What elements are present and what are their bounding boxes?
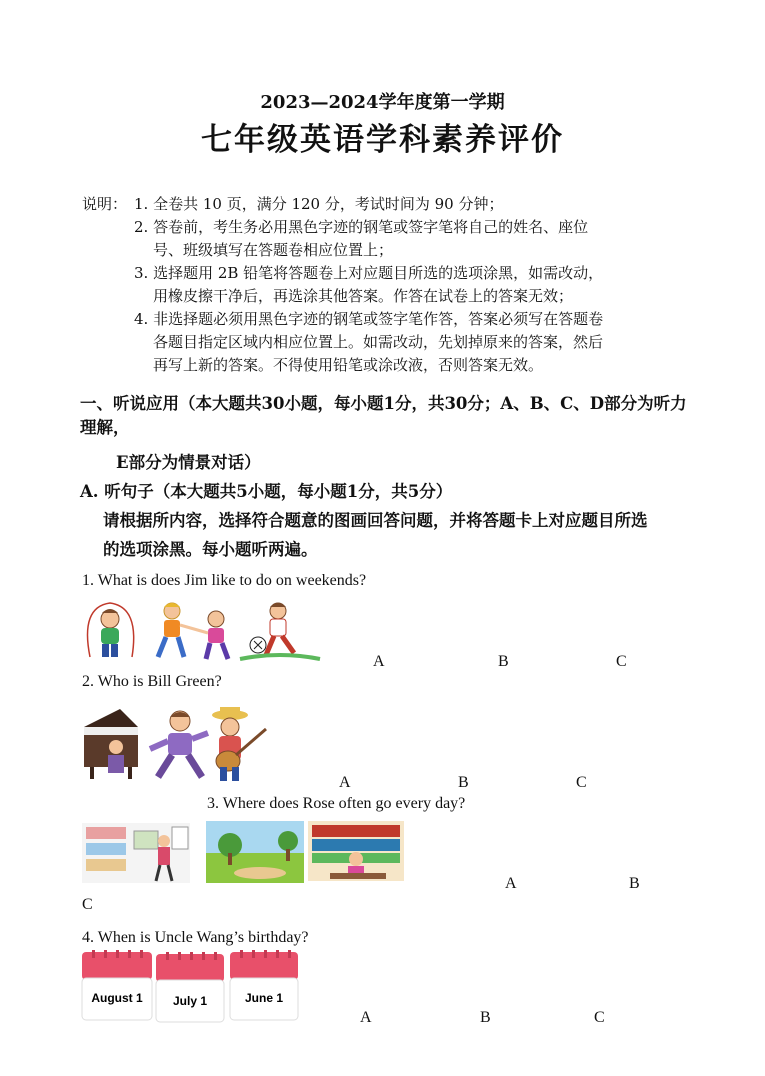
library-illustration [308, 821, 404, 881]
part-a-instruction: 的选项涂黑。每小题听两遍。 [103, 540, 318, 559]
kung-fu-man-illustration [150, 711, 208, 777]
section-heading-cont: E部分为情景对话） [116, 453, 261, 472]
exam-title: 七年级英语学科素养评价 [201, 122, 564, 158]
question-4: 4. When is Uncle Wang’s birthday? [82, 929, 309, 946]
q3-option-b[interactable]: B [629, 875, 640, 892]
instruction-line: 4. 非选择题必须用黑色字迹的钢笔或签字笔作答，答案必须写在答题卷 [134, 310, 604, 328]
question-3: 3. Where does Rose often go every day? [207, 795, 466, 812]
instruction-line: 各题目指定区域内相应位置上。如需改动，先划掉原来的答案，然后 [153, 333, 604, 351]
supermarket-illustration [82, 823, 190, 883]
q4-option-c[interactable]: C [594, 1009, 605, 1026]
question-2: 2. Who is Bill Green? [82, 673, 222, 690]
q3-option-a[interactable]: A [505, 875, 517, 892]
exam-subtitle: 2023—2024学年度第一学期 [260, 92, 505, 113]
dancing-kids-illustration [158, 603, 228, 659]
q3-option-c[interactable]: C [82, 896, 93, 913]
jump-rope-boy-illustration [88, 603, 134, 657]
q2-pictures [80, 705, 280, 783]
q4-option-b[interactable]: B [480, 1009, 491, 1026]
instruction-line: 3. 选择题用 2B 铅笔将答题卷上对应题目所选的选项涂黑，如需改动， [134, 264, 604, 282]
pianist-illustration [84, 709, 138, 779]
instruction-line: 2. 答卷前，考生务必用黑色字迹的钢笔或签字笔将自己的姓名、座位 [134, 218, 589, 236]
q4-calendars [80, 950, 302, 1026]
calendar-label: August 1 [91, 991, 143, 1005]
instruction-line: 1. 全卷共 10 页，满分 120 分，考试时间为 90 分钟； [134, 195, 504, 213]
instructions-prefix: 说明： [82, 195, 128, 213]
guitar-player-illustration [212, 707, 266, 781]
question-1: 1. What is does Jim like to do on weekends? [82, 572, 367, 589]
instruction-line: 再写上新的答案。不得使用铅笔或涂改液，否则答案无效。 [153, 356, 544, 374]
section-heading-cont: 理解， [80, 418, 130, 437]
section-heading: 一、听说应用（本大题共30小题，每小题1分，共30分；A、B、C、D部分为听力 [80, 394, 687, 413]
calendar-label: June 1 [244, 991, 284, 1005]
q2-option-a[interactable]: A [339, 774, 351, 791]
part-a-title: A. 听句子（本大题共5小题，每小题1分，共5分） [80, 482, 453, 501]
q2-option-c[interactable]: C [576, 774, 587, 791]
q1-option-c[interactable]: C [616, 653, 627, 670]
calendar-june-icon [230, 950, 298, 1020]
q1-option-b[interactable]: B [498, 653, 509, 670]
calendar-august-icon [82, 950, 152, 1020]
q1-option-a[interactable]: A [373, 653, 385, 670]
park-illustration [206, 821, 304, 883]
instruction-line: 用橡皮擦干净后，再选涂其他答案。作答在试卷上的答案无效； [153, 287, 574, 305]
instruction-line: 号、班级填写在答题卷相应位置上； [153, 241, 394, 259]
q3-pictures [80, 819, 405, 885]
q4-option-a[interactable]: A [360, 1009, 372, 1026]
soccer-boy-illustration [240, 603, 320, 659]
calendar-label: July 1 [172, 994, 208, 1008]
q2-option-b[interactable]: B [458, 774, 469, 791]
part-a-instruction: 请根据所内容，选择符合题意的图画回答问题，并将答题卡上对应题目所选 [103, 511, 648, 530]
q1-pictures [80, 597, 320, 665]
calendar-july-icon [156, 952, 224, 1022]
